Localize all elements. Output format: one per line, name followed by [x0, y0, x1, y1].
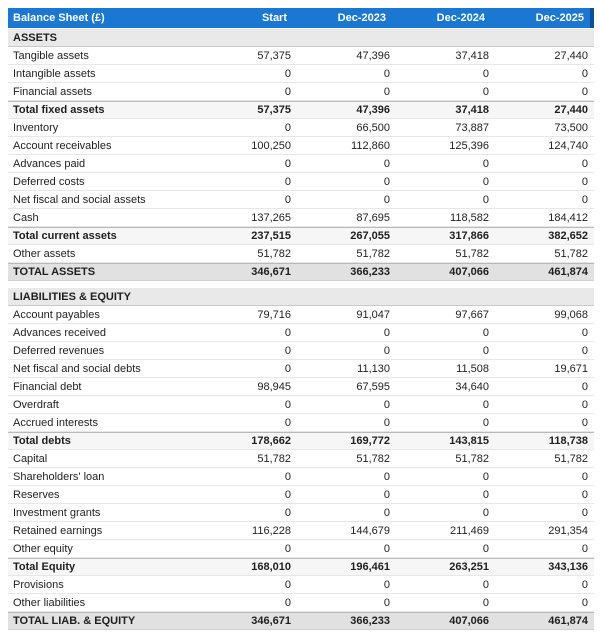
- table-row: [8, 65, 594, 83]
- row-label: TOTAL LIAB. & EQUITY: [13, 615, 136, 627]
- cell-dec-2024: 0: [482, 344, 489, 357]
- cell-start: 137,265: [251, 211, 291, 224]
- cell-dec-2024: 0: [482, 416, 489, 429]
- column-header-dec-2025: Dec-2025: [535, 12, 584, 24]
- cell-dec-2023: 11,130: [357, 362, 390, 375]
- cell-dec-2025: 0: [581, 398, 588, 411]
- cell-dec-2025: 99,068: [554, 308, 588, 321]
- cell-dec-2025: 184,412: [548, 211, 588, 224]
- table-row: [8, 306, 594, 324]
- row-label: Retained earnings: [13, 524, 103, 537]
- cell-dec-2023: 0: [383, 398, 390, 411]
- row-label: Reserves: [13, 488, 60, 501]
- cell-start: 0: [284, 193, 291, 206]
- cell-dec-2025: 27,440: [554, 104, 588, 116]
- cell-dec-2025: 124,740: [548, 139, 588, 152]
- row-label: Account receivables: [13, 139, 112, 152]
- cell-dec-2024: 51,782: [455, 452, 489, 465]
- cell-start: 57,375: [257, 49, 291, 62]
- cell-dec-2023: 0: [383, 326, 390, 339]
- section-header-row: [8, 288, 594, 306]
- cell-dec-2024: 0: [482, 470, 489, 483]
- table-row: [8, 360, 594, 378]
- cell-dec-2024: 34,640: [455, 380, 489, 393]
- table-row: [8, 209, 594, 227]
- cell-dec-2023: 0: [383, 175, 390, 188]
- cell-start: 178,662: [251, 435, 291, 447]
- cell-dec-2025: 0: [581, 542, 588, 555]
- table-row: [8, 324, 594, 342]
- row-label: Provisions: [13, 578, 64, 591]
- cell-dec-2023: 51,782: [356, 247, 390, 260]
- cell-dec-2024: 263,251: [449, 561, 489, 573]
- row-label: Financial debt: [13, 380, 82, 393]
- cell-dec-2024: 37,418: [455, 49, 489, 62]
- row-label: Total debts: [13, 435, 71, 447]
- row-label: Intangible assets: [13, 67, 96, 80]
- table-section: [8, 288, 594, 630]
- cell-dec-2024: 51,782: [455, 247, 489, 260]
- cell-dec-2024: 0: [482, 542, 489, 555]
- cell-dec-2025: 382,652: [548, 230, 588, 242]
- column-header-dec-2023: Dec-2023: [337, 12, 386, 24]
- row-label: Cash: [13, 211, 39, 224]
- table-row: [8, 342, 594, 360]
- table-row: [8, 245, 594, 263]
- cell-dec-2023: 267,055: [350, 230, 390, 242]
- row-label: Investment grants: [13, 506, 101, 519]
- table-row: [8, 522, 594, 540]
- row-label: Total fixed assets: [13, 104, 105, 116]
- cell-dec-2023: 0: [383, 578, 390, 591]
- table-body: [8, 29, 594, 630]
- row-label: TOTAL ASSETS: [13, 266, 96, 278]
- cell-start: 0: [284, 542, 291, 555]
- row-label: Overdraft: [13, 398, 59, 411]
- table-row: [8, 119, 594, 137]
- table-row: [8, 101, 594, 119]
- row-label: Inventory: [13, 121, 59, 134]
- row-label: Advances paid: [13, 157, 86, 170]
- table-title: Balance Sheet (£): [13, 12, 105, 24]
- cell-dec-2023: 66,500: [356, 121, 390, 134]
- cell-dec-2023: 144,679: [350, 524, 390, 537]
- cell-dec-2025: 0: [581, 85, 588, 98]
- cell-dec-2024: 118,582: [450, 211, 489, 224]
- row-label: Advances received: [13, 326, 106, 339]
- row-label: Tangible assets: [13, 49, 89, 62]
- cell-start: 0: [284, 398, 291, 411]
- table-row: [8, 540, 594, 558]
- cell-dec-2024: 143,815: [449, 435, 489, 447]
- cell-dec-2024: 73,887: [455, 121, 489, 134]
- table-row: [8, 414, 594, 432]
- cell-start: 0: [284, 85, 291, 98]
- cell-dec-2025: 461,874: [548, 266, 588, 278]
- cell-dec-2025: 0: [581, 193, 588, 206]
- table-row: [8, 137, 594, 155]
- cell-start: 237,515: [251, 230, 291, 242]
- section-title: ASSETS: [13, 31, 58, 44]
- row-label: Deferred revenues: [13, 344, 105, 357]
- table-row: [8, 450, 594, 468]
- cell-start: 0: [284, 362, 291, 375]
- cell-dec-2025: 0: [581, 470, 588, 483]
- table-row: [8, 558, 594, 576]
- cell-dec-2024: 37,418: [455, 104, 489, 116]
- cell-dec-2023: 47,396: [356, 49, 390, 62]
- cell-dec-2024: 0: [482, 85, 489, 98]
- table-header-row: [8, 8, 594, 28]
- cell-dec-2025: 118,738: [548, 435, 588, 447]
- table-row: [8, 468, 594, 486]
- cell-dec-2024: 125,396: [449, 139, 489, 152]
- cell-dec-2023: 91,047: [356, 308, 390, 321]
- cell-dec-2025: 0: [581, 416, 588, 429]
- cell-start: 0: [284, 67, 291, 80]
- cell-start: 79,716: [257, 308, 291, 321]
- row-label: Other liabilities: [13, 596, 86, 609]
- cell-dec-2023: 0: [383, 157, 390, 170]
- row-label: Net fiscal and social assets: [13, 193, 146, 206]
- table-row: [8, 47, 594, 65]
- cell-dec-2024: 317,866: [449, 230, 489, 242]
- cell-dec-2023: 0: [383, 67, 390, 80]
- row-label: Capital: [13, 452, 48, 465]
- cell-dec-2025: 0: [581, 344, 588, 357]
- table-row: [8, 378, 594, 396]
- table-row: [8, 432, 594, 450]
- cell-dec-2023: 169,772: [350, 435, 390, 447]
- row-label: Net fiscal and social debts: [13, 362, 141, 375]
- cell-start: 0: [284, 344, 291, 357]
- table-row: [8, 155, 594, 173]
- section-header-row: [8, 29, 594, 47]
- cell-dec-2023: 0: [383, 344, 390, 357]
- cell-start: 0: [284, 175, 291, 188]
- cell-dec-2024: 0: [482, 157, 489, 170]
- table-row: [8, 83, 594, 101]
- cell-start: 0: [284, 470, 291, 483]
- cell-dec-2025: 0: [581, 488, 588, 501]
- cell-start: 51,782: [257, 247, 291, 260]
- cell-dec-2025: 0: [581, 578, 588, 591]
- table-row: [8, 173, 594, 191]
- cell-start: 346,671: [251, 266, 291, 278]
- cell-dec-2024: 0: [482, 67, 489, 80]
- table-row: [8, 576, 594, 594]
- cell-start: 57,375: [257, 104, 291, 116]
- table-row: [8, 504, 594, 522]
- cell-dec-2025: 19,671: [554, 362, 588, 375]
- cell-dec-2023: 366,233: [350, 266, 390, 278]
- cell-dec-2024: 0: [482, 326, 489, 339]
- cell-dec-2023: 0: [383, 506, 390, 519]
- cell-start: 51,782: [257, 452, 291, 465]
- cell-dec-2024: 0: [482, 596, 489, 609]
- cell-dec-2025: 0: [581, 67, 588, 80]
- cell-dec-2024: 407,066: [449, 615, 489, 627]
- cell-dec-2023: 196,461: [350, 561, 390, 573]
- cell-dec-2025: 73,500: [554, 121, 588, 134]
- cell-dec-2023: 0: [383, 488, 390, 501]
- cell-dec-2024: 407,066: [449, 266, 489, 278]
- cell-dec-2024: 0: [482, 578, 489, 591]
- cell-start: 0: [284, 326, 291, 339]
- table-row: [8, 263, 594, 281]
- cell-dec-2024: 11,508: [456, 362, 489, 375]
- column-header-dec-2024: Dec-2024: [436, 12, 485, 24]
- cell-dec-2023: 67,595: [356, 380, 390, 393]
- cell-start: 0: [284, 578, 291, 591]
- table-row: [8, 191, 594, 209]
- cell-dec-2023: 51,782: [356, 452, 390, 465]
- table-row: [8, 594, 594, 612]
- table-row: [8, 486, 594, 504]
- row-label: Other assets: [13, 247, 76, 260]
- cell-dec-2024: 211,469: [450, 524, 489, 537]
- section-title: LIABILITIES & EQUITY: [13, 290, 131, 303]
- cell-start: 0: [284, 506, 291, 519]
- cell-dec-2025: 0: [581, 157, 588, 170]
- row-label: Shareholders' loan: [13, 470, 105, 483]
- cell-dec-2025: 0: [581, 326, 588, 339]
- cell-dec-2024: 0: [482, 175, 489, 188]
- cell-dec-2024: 97,667: [455, 308, 489, 321]
- cell-dec-2023: 0: [383, 470, 390, 483]
- cell-start: 100,250: [251, 139, 291, 152]
- table-row: [8, 227, 594, 245]
- row-label: Other equity: [13, 542, 73, 555]
- table-row: [8, 612, 594, 630]
- row-label: Accrued interests: [13, 416, 98, 429]
- row-label: Total current assets: [13, 230, 117, 242]
- row-label: Financial assets: [13, 85, 92, 98]
- cell-start: 168,010: [251, 561, 291, 573]
- cell-dec-2025: 51,782: [554, 452, 588, 465]
- cell-dec-2025: 0: [581, 506, 588, 519]
- cell-dec-2024: 0: [482, 488, 489, 501]
- cell-dec-2023: 87,695: [356, 211, 390, 224]
- cell-dec-2025: 51,782: [554, 247, 588, 260]
- row-label: Deferred costs: [13, 175, 85, 188]
- column-header-start: Start: [261, 12, 287, 24]
- cell-dec-2023: 0: [383, 596, 390, 609]
- cell-dec-2023: 0: [383, 85, 390, 98]
- table-row: [8, 396, 594, 414]
- row-label: Total Equity: [13, 561, 76, 573]
- cell-dec-2025: 0: [581, 380, 588, 393]
- cell-dec-2024: 0: [482, 398, 489, 411]
- cell-dec-2025: 461,874: [548, 615, 588, 627]
- cell-start: 0: [284, 596, 291, 609]
- cell-start: 346,671: [251, 615, 291, 627]
- row-label: Account payables: [13, 308, 100, 321]
- cell-start: 0: [284, 121, 291, 134]
- cell-dec-2023: 47,396: [356, 104, 390, 116]
- cell-dec-2025: 27,440: [554, 49, 588, 62]
- cell-start: 0: [284, 488, 291, 501]
- cell-dec-2023: 0: [383, 193, 390, 206]
- cell-dec-2025: 343,136: [548, 561, 588, 573]
- cell-dec-2023: 0: [383, 542, 390, 555]
- cell-start: 116,228: [252, 524, 291, 537]
- cell-start: 0: [284, 157, 291, 170]
- cell-dec-2023: 112,860: [351, 139, 390, 152]
- cell-dec-2023: 366,233: [350, 615, 390, 627]
- cell-start: 0: [284, 416, 291, 429]
- cell-start: 98,945: [257, 380, 291, 393]
- cell-dec-2023: 0: [383, 416, 390, 429]
- cell-dec-2025: 0: [581, 596, 588, 609]
- cell-dec-2025: 291,354: [548, 524, 588, 537]
- table-section: [8, 29, 594, 281]
- balance-sheet-table: [8, 8, 594, 630]
- cell-dec-2024: 0: [482, 506, 489, 519]
- cell-dec-2025: 0: [581, 175, 588, 188]
- cell-dec-2024: 0: [482, 193, 489, 206]
